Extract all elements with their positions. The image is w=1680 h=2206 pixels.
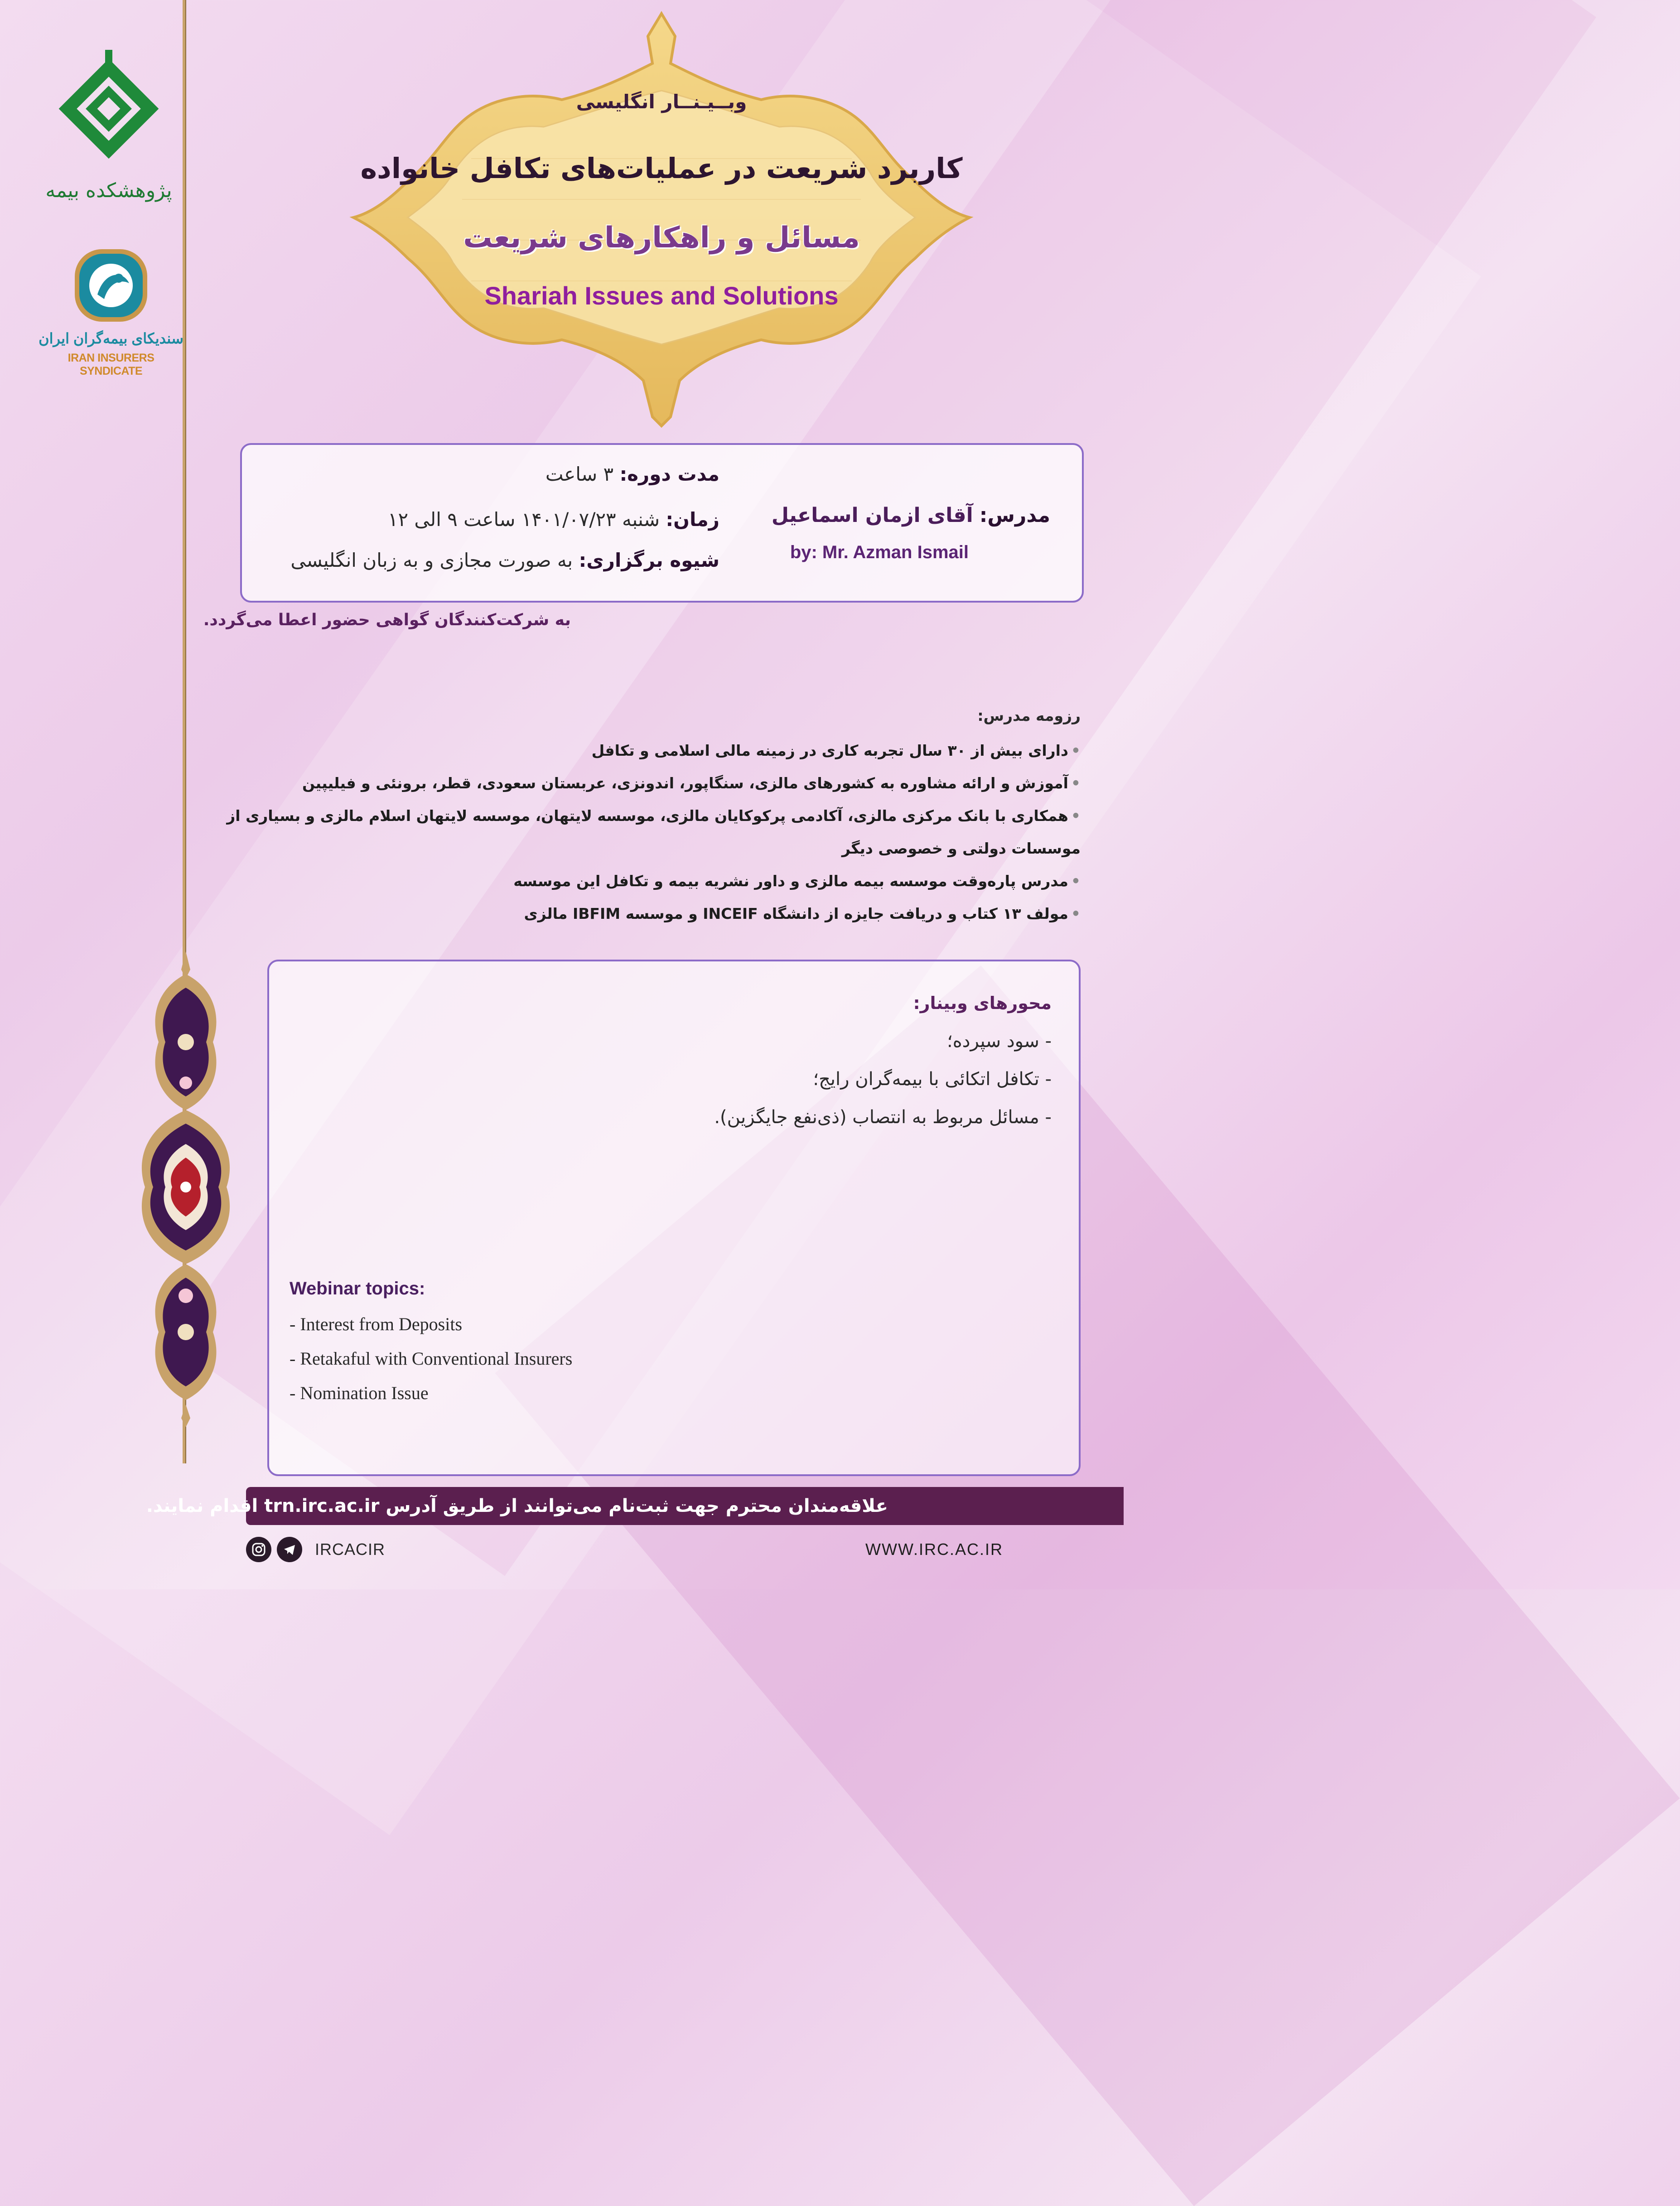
topic-fa-item: - مسائل مربوط به انتصاب (ذی‌نفع جایگزین). (714, 1107, 1052, 1128)
certificate-note: به شرکت‌کنندگان گواهی حضور اعطا می‌گردد. (203, 611, 571, 629)
topic-fa-item: - تکافل اتکائی با بیمه‌گران رایج؛ (813, 1069, 1052, 1090)
syndicate-name-fa: سندیکای بیمه‌گران ایران (39, 330, 183, 347)
duration-value: ۳ ساعت (545, 463, 614, 485)
mode-value: به صورت مجازی و به زبان انگلیسی (290, 549, 573, 571)
resume-item: •آموزش و ارائه مشاوره به کشورهای مالزی، سنگاپور، اندونزی، عربستان سعودی، قطر، برونئی و فیلیپین (302, 774, 1081, 792)
topics-fa-title: محورهای وبینار: (913, 993, 1052, 1013)
website-link[interactable]: WWW.IRC.AC.IR (865, 1540, 1003, 1559)
time-value: شنبه ۱۴۰۱/۰۷/۲۳ ساعت ۹ الی ۱۲ (387, 508, 660, 531)
topic-en-item: - Nomination Issue (290, 1383, 429, 1403)
page-title: کاربرد شریعت در عملیات‌های تکافل خانواده (360, 152, 963, 185)
resume-item: •مولف ۱۳ کتاب و دریافت جایزه از دانشگاه INCEIF و موسسه IBFIM مالزی (524, 905, 1081, 922)
topics-en-title: Webinar topics: (290, 1279, 425, 1298)
topic-en-item: - Retakaful with Conventional Insurers (290, 1348, 573, 1369)
registration-text: علاقه‌مندان محترم جهت ثبت‌نام می‌توانند از طریق آدرس trn.irc.ac.ir اقدام نمایند. (146, 1496, 888, 1516)
instagram-icon[interactable] (246, 1537, 271, 1562)
topics-fa (714, 993, 1052, 1136)
teacher-name-en: by: Mr. Azman Ismail (790, 542, 969, 562)
side-ornament (136, 951, 236, 1427)
topics-en (290, 1279, 572, 1410)
registration-bar (146, 1487, 1124, 1525)
resume-item: •دارای بیش از ۳۰ سال تجربه کاری در زمینه مالی اسلامی و تکافل (591, 742, 1081, 759)
webinar-topics-box (267, 960, 1081, 1476)
time-row (388, 508, 719, 531)
mode-label: شیوه برگزاری: (579, 549, 719, 571)
syndicate-name-en: IRAN INSURERS SYNDICATE (68, 352, 154, 377)
resume-item: •همکاری با بانک مرکزی مالزی، آکادمی پرکوکایان مالزی، موسسه لایتهان، موسسه لایتهان اسلام مالزی و بسیاری از موسسات دولتی و خصوصی دیگر (227, 807, 1081, 857)
webinar-type-label: وبــیـنــار انگلیسی (576, 91, 747, 113)
duration-row (546, 463, 719, 485)
teacher-label: مدرس: (979, 504, 1050, 527)
time-label: زمان: (666, 508, 719, 531)
duration-label: مدت دوره: (619, 463, 719, 485)
page-subtitle: مسائل و راهکارهای شریعت (463, 221, 860, 255)
page-title-en: Shariah Issues and Solutions (484, 281, 839, 310)
iran-insurers-syndicate-logo (36, 245, 186, 377)
teacher-row (772, 504, 1050, 527)
resume-title: رزومه مدرس: (977, 707, 1081, 724)
teacher-resume (220, 707, 1081, 930)
course-info-box (240, 443, 1084, 603)
social-links (246, 1536, 385, 1563)
header-ornament (290, 9, 1033, 430)
svg-text:پژوهشکده بیمه: پژوهشکده بیمه (45, 179, 172, 202)
resume-item: •مدرس پاره‌وقت موسسه بیمه مالزی و داور نشریه بیمه و تکافل این موسسه (513, 872, 1081, 890)
syndicate-emblem-icon (36, 245, 186, 331)
topic-fa-item: - سود سپرده؛ (947, 1031, 1052, 1052)
mode-row (290, 549, 719, 571)
topic-en-item: - Interest from Deposits (290, 1314, 463, 1334)
social-handle[interactable]: IRCACIR (315, 1540, 386, 1559)
teacher-name: آقای ازمان اسماعیل (771, 504, 973, 527)
insurance-research-logo (45, 59, 172, 213)
telegram-icon[interactable] (277, 1537, 302, 1562)
